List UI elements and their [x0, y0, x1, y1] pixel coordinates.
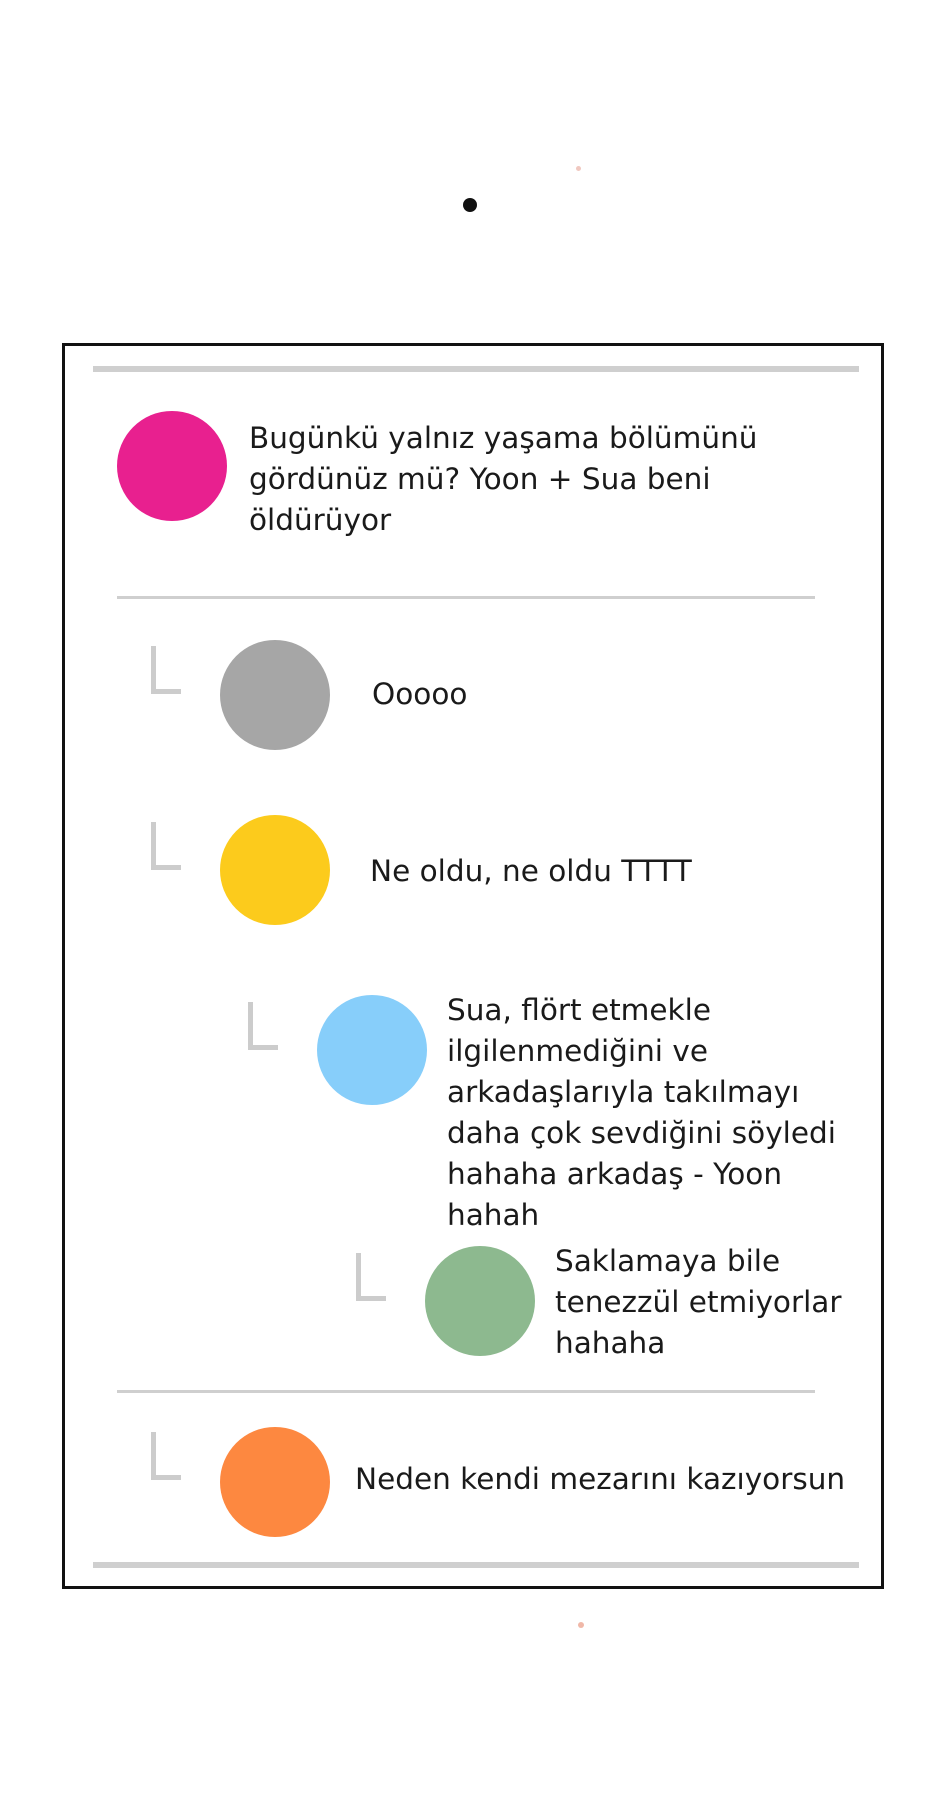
avatar[interactable] [317, 995, 427, 1105]
reply-indicator-icon [248, 1002, 278, 1050]
avatar[interactable] [220, 1427, 330, 1537]
comment-panel [62, 343, 884, 1589]
avatar[interactable] [220, 815, 330, 925]
decorative-speck [578, 1622, 584, 1628]
comment-text: Bugünkü yalnız yaşama bölümünü gördünüz mü? Yoon + Sua beni öldürüyor [249, 421, 758, 537]
reply-indicator-icon [151, 822, 181, 870]
divider [117, 596, 815, 599]
reply-indicator-icon [151, 646, 181, 694]
comment-text: Neden kendi mezarını kazıyorsun [355, 1462, 846, 1496]
separator-dot [463, 198, 477, 212]
bottom-rule [93, 1562, 859, 1568]
avatar[interactable] [425, 1246, 535, 1356]
comment-text: Ooooo [372, 677, 468, 711]
comment-text: Sua, flört etmekle ilgilenmediğini ve arkadaşlarıyla takılmayı daha çok sevdiğini söyledi hahaha arkadaş - Yoon hahah [447, 993, 836, 1232]
comment-text: Ne oldu, ne oldu TTTT [370, 854, 692, 888]
reply-indicator-icon [151, 1432, 181, 1480]
comment-text: Saklamaya bile tenezzül etmiyorlar hahaha [555, 1244, 842, 1360]
divider [117, 1390, 815, 1393]
avatar[interactable] [220, 640, 330, 750]
avatar[interactable] [117, 411, 227, 521]
reply-indicator-icon [356, 1253, 386, 1301]
top-rule [93, 366, 859, 372]
decorative-speck [576, 166, 581, 171]
